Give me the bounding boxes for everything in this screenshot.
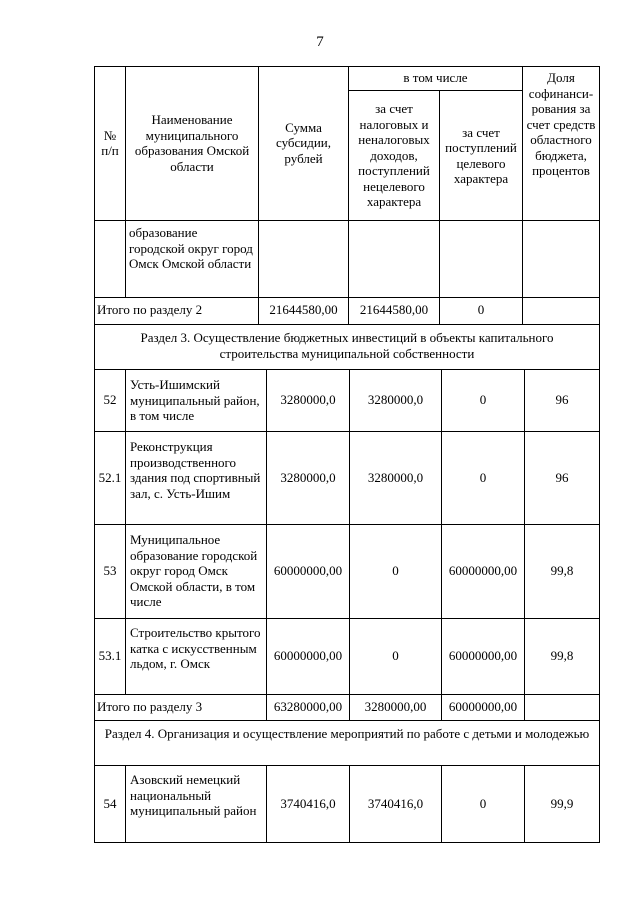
row-num-text: 52.1 <box>98 469 122 485</box>
row-53-1-name: Строительство крытого катка с искусственным льдом, г. Омск <box>130 625 261 671</box>
section3-title: Раздел 3. Осуществление бюджетных инвестиций в объекты капитального строительства муниципальной собственности <box>140 330 554 361</box>
row-53-tax <box>350 524 441 618</box>
row-52-1-target <box>442 431 524 524</box>
total2-label: Итого по разделу 2 <box>97 302 203 317</box>
header-target-text: за счет поступлений целевого характера <box>445 124 517 186</box>
cell-text: 99,9 <box>550 795 574 811</box>
col-divider <box>125 765 126 842</box>
total3-label: Итого по разделу 3 <box>97 699 203 714</box>
header-num <box>95 66 125 220</box>
header-share <box>523 70 599 179</box>
row-num-text: 53.1 <box>98 648 122 664</box>
total2-tax: 21644580,00 <box>359 302 429 317</box>
cell-text: 0 <box>479 795 487 811</box>
row-52-sum <box>267 369 349 431</box>
row-54-name: Азовский немецкий национальный муниципальный район <box>130 772 257 818</box>
header-incl <box>349 66 522 90</box>
cont-row-name: образование городской округ город Омск Омской области <box>129 225 253 271</box>
row-num-text: 54 <box>103 795 117 811</box>
total2-sum: 21644580,00 <box>269 302 338 317</box>
total3-target: 60000000,00 <box>448 699 518 714</box>
row-52-1-tax <box>350 431 441 524</box>
row-54-num <box>95 765 125 842</box>
cell-text: 0 <box>392 648 399 664</box>
header-tax-text: за счет налоговых и неналоговых доходов, поступлений нецелевого характера <box>358 101 430 210</box>
header-share-text: Доля софинанси-рования за счет средств областного бюджета, процентов <box>526 70 596 178</box>
header-target <box>440 91 522 220</box>
cell-text: 99,8 <box>550 648 574 664</box>
row-52-name: Усть-Ишимский муниципальный район, в том числе <box>130 377 260 423</box>
table-right-border <box>599 66 600 842</box>
table-bottom-border <box>94 842 600 843</box>
cell-text: 0 <box>479 469 487 485</box>
row-divider <box>94 324 600 325</box>
row-num-text: 52 <box>103 392 117 408</box>
cell-text: 60000000,00 <box>273 648 343 664</box>
header-sum-text: Сумма субсидии, рублей <box>275 119 332 166</box>
row-53-num <box>95 524 125 618</box>
header-name-text: Наименование муниципального образования Омской области <box>134 112 250 174</box>
cell-text: 3740416,0 <box>367 795 424 811</box>
cell-text: 3280000,0 <box>280 392 336 408</box>
cell-text: 0 <box>392 563 399 579</box>
header-name <box>126 66 258 220</box>
total3-tax: 3280000,00 <box>364 699 427 714</box>
row-54-share <box>525 765 599 842</box>
row-num-text: 53 <box>103 563 117 579</box>
cell-text: 60000000,00 <box>273 563 343 579</box>
row-53-1-sum <box>267 618 349 694</box>
row-divider <box>94 297 600 298</box>
cell-text: 0 <box>479 392 487 408</box>
row-54-target <box>442 765 524 842</box>
row-53-1-tax <box>350 618 441 694</box>
row-53-name: Муниципальное образование городской округ город Омск Омской области, в том числе <box>130 532 258 609</box>
row-53-target <box>442 524 524 618</box>
cell-text: 3280000,0 <box>367 392 424 408</box>
header-tax <box>349 91 439 220</box>
row-52-1-sum <box>267 431 349 524</box>
page-number: 7 <box>316 34 324 50</box>
cell-text: 3740416,0 <box>280 795 336 811</box>
row-52-target <box>442 369 524 431</box>
row-53-share <box>525 524 599 618</box>
cell-text: 99,8 <box>550 563 574 579</box>
total3-sum: 63280000,00 <box>273 699 343 714</box>
header-num-text: № п/п <box>101 127 119 158</box>
row-52-1-share <box>525 431 599 524</box>
row-53-1-num <box>95 618 125 694</box>
row-52-num <box>95 369 125 431</box>
cell-text: 3280000,0 <box>367 469 424 485</box>
row-54-tax <box>350 765 441 842</box>
row-52-1-name: Реконструкция производственного здания под спортивный зал, с. Усть-Ишим <box>130 439 261 501</box>
cell-text: 96 <box>555 392 569 408</box>
header-sum <box>259 66 348 220</box>
row-52-share <box>525 369 599 431</box>
col-divider <box>125 369 126 694</box>
cell-text: 60000000,00 <box>448 648 518 664</box>
section4-title: Раздел 4. Организация и осуществление мероприятий по работе с детьми и молодежью <box>104 726 590 741</box>
cell-text: 3280000,0 <box>280 469 336 485</box>
cell-text: 96 <box>555 469 569 485</box>
row-52-1-num <box>95 431 125 524</box>
cell-text: 60000000,00 <box>448 563 518 579</box>
header-bottom-border <box>94 220 600 221</box>
total2-target: 0 <box>477 302 485 317</box>
row-53-1-share <box>525 618 599 694</box>
row-53-1-target <box>442 618 524 694</box>
row-54-sum <box>267 765 349 842</box>
row-53-sum <box>267 524 349 618</box>
row-divider <box>94 720 600 721</box>
header-incl-text: в том числе <box>403 70 468 86</box>
row-52-tax <box>350 369 441 431</box>
